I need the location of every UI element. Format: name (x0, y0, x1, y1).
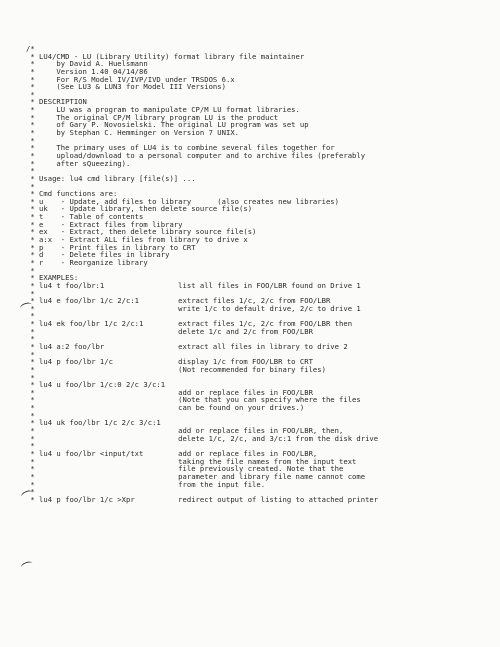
document-line: * r - Reorganize library (26, 257, 148, 267)
document-line: * (Not recommended for binary files) (26, 364, 326, 374)
document-line: * by Stephan C. Hemminger on Version 7 UNIX. (26, 128, 240, 138)
document-line: * For R/S Model IV/IVP/IVD under TRSDOS 6.x (26, 74, 235, 84)
document-line: * u - Update, add files to library (also creates new libraries) (26, 196, 340, 206)
document-line: * (Note that you can specify where the files (26, 395, 361, 405)
document-line: * (26, 334, 35, 344)
document-line: * (26, 311, 35, 321)
document-line: * upload/download to a personal computer and to archive files (preferably (26, 150, 366, 160)
document-line: * lu4 e foo/lbr 1/c 2/c:1 extract files 1/c, 2/c from FOO/LBR (26, 296, 331, 306)
document-line: * Version 1.40 04/14/86 (26, 66, 148, 76)
document-line: * lu4 p foo/lbr 1/c display 1/c from FOO/LBR to CRT (26, 357, 313, 367)
document-line: * lu4 p foo/lbr 1/c >Xpr redirect output of listing to attached printer (26, 494, 379, 504)
document-line: * of Gary P. Novosielski. The original LU program was set up (26, 120, 309, 130)
document-line: * parameter and library file name cannot come (26, 471, 366, 481)
document-line: * add or replace files in FOO/LBR (26, 387, 313, 397)
document-line: * delete 1/c and 2/c from FOO/LBR (26, 326, 313, 336)
document-line: /* (26, 44, 35, 53)
document-line: * d - Delete files in library (26, 250, 170, 260)
document-line: * taking the file names from the input text (26, 456, 357, 466)
document-line: * a:x - Extract ALL files from library to drive x (26, 235, 248, 245)
document-line: * (See LU3 & LUN3 for Model III Versions) (26, 82, 226, 92)
document-line: * (26, 166, 35, 176)
document-line: * (26, 349, 35, 359)
pen-mark-scribble (20, 560, 34, 571)
document-line: * (26, 372, 35, 382)
document-line: * lu4 ek foo/lbr 1/c 2/c:1 extract files 1/c, 2/c from FOO/LBR then (26, 319, 353, 329)
document-line: * ex - Extract, then delete library source file(s) (26, 227, 257, 237)
document-line: * uk - Update library, then delete source file(s) (26, 204, 253, 214)
document-line: * add or replace files in FOO/LBR, then, (26, 426, 344, 436)
document-line: * (26, 410, 35, 420)
document-line: * by David A. Huelsmann (26, 59, 148, 69)
document-line: * delete 1/c, 2/c, and 3/c:1 from the disk drive (26, 433, 379, 443)
document-line: * from the input file. (26, 479, 266, 489)
document-line: * DESCRIPTION (26, 97, 87, 107)
document-line: * e - Extract files from library (26, 219, 183, 229)
document-line: * Cmd functions are: (26, 189, 118, 199)
document-line: * EXAMPLES: (26, 273, 79, 283)
document-line: * Usage: lu4 cmd library [file(s)] ... (26, 173, 196, 183)
document-line: * lu4 u foo/lbr <input/txt add or replace files in FOO/LBR, (26, 448, 318, 458)
document-line: * LU was a program to manipulate CP/M LU format libraries. (26, 105, 300, 115)
document-line: * lu4 t foo/lbr:1 list all files in FOO/LBR found on Drive 1 (26, 280, 361, 290)
document-line: * (26, 288, 35, 298)
document-line: * (26, 487, 35, 497)
document-line: * (26, 265, 35, 275)
document-line: * p - Print files in library to CRT (26, 242, 196, 252)
document-line: * LU4/CMD - LU (Library Utility) format library file maintainer (26, 51, 305, 61)
document-line: * file previously created. Note that the (26, 464, 344, 474)
source-comment-listing (26, 45, 496, 503)
document-line: * The original CP/M library program LU is the product (26, 112, 279, 122)
document-line: * lu4 a:2 foo/lbr extract all files in library to drive 2 (26, 341, 348, 351)
document-line: * (26, 181, 35, 191)
document-line: * (26, 441, 35, 451)
document-line: * can be found on your drives.) (26, 403, 305, 413)
document-line: * lu4 uk foo/lbr 1/c 2/c 3/c:1 (26, 418, 161, 428)
document-line: * The primary uses of LU4 is to combine several files together for (26, 143, 335, 153)
document-line: * after sQueezing). (26, 158, 131, 168)
document-line: * (26, 135, 35, 145)
document-line: * (26, 89, 35, 99)
document-line: * write 1/c to default drive, 2/c to drive 1 (26, 303, 361, 313)
document-line: * t - Table of contents (26, 212, 144, 222)
document-line: * lu4 u foo/lbr 1/c:0 2/c 3/c:1 (26, 380, 166, 390)
